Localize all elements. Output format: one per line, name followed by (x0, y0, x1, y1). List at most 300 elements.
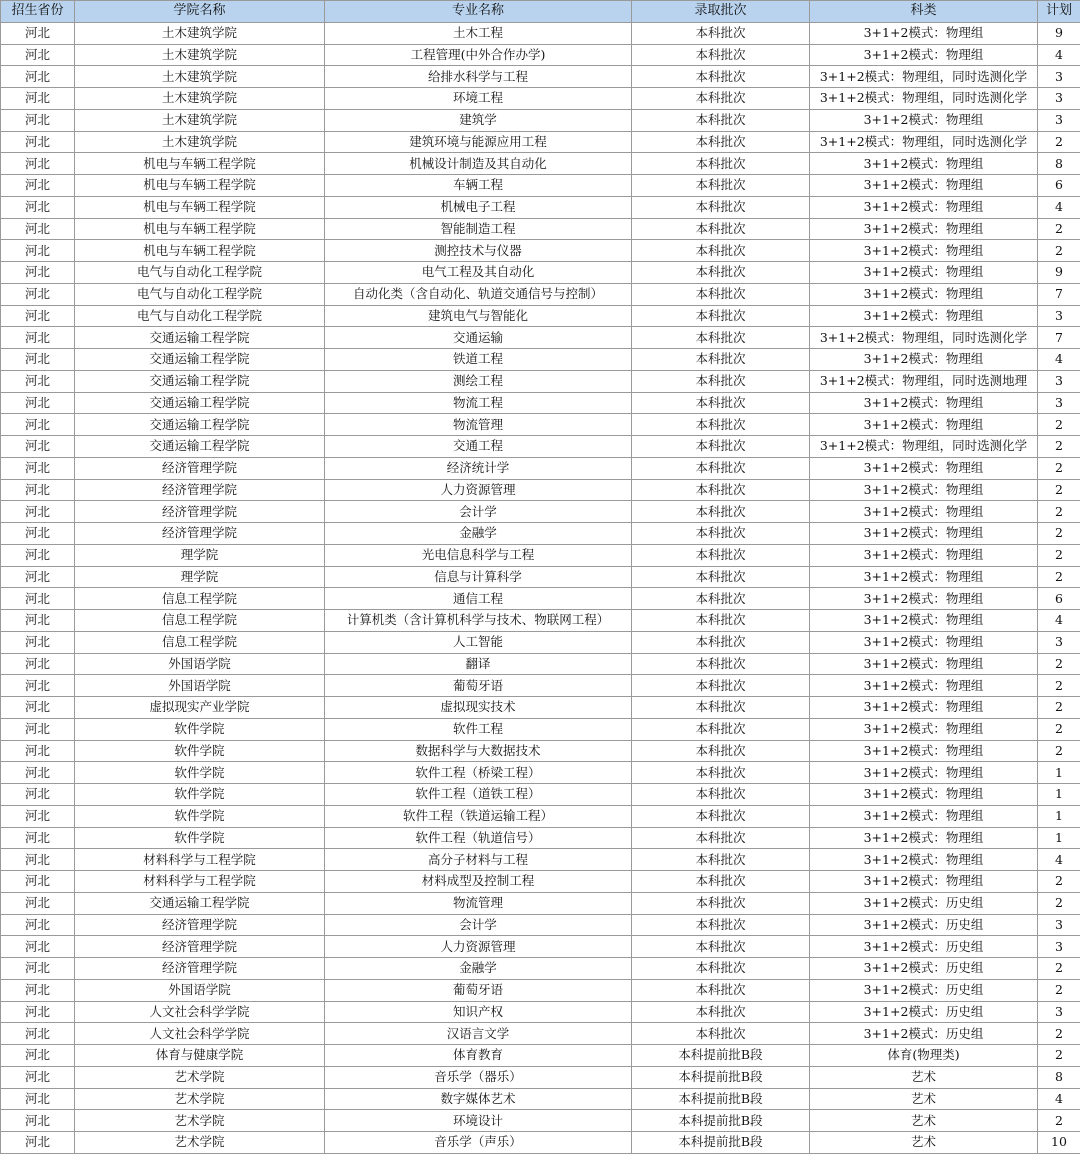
cell-batch: 本科批次 (632, 892, 810, 914)
cell-college: 材料科学与工程学院 (75, 871, 325, 893)
table-row (1, 262, 1080, 284)
table-row (1, 109, 1080, 131)
cell-major: 软件工程（铁道运输工程） (325, 805, 632, 827)
cell-major: 交通工程 (325, 436, 632, 458)
table-row (1, 631, 1080, 653)
cell-college: 经济管理学院 (75, 457, 325, 479)
cell-college: 经济管理学院 (75, 523, 325, 545)
cell-plan: 9 (1038, 262, 1080, 284)
cell-plan: 2 (1038, 566, 1080, 588)
cell-subject: 3+1+2模式：物理组 (810, 109, 1038, 131)
cell-major: 计算机类（含计算机科学与技术、物联网工程） (325, 610, 632, 632)
cell-batch: 本科批次 (632, 153, 810, 175)
cell-batch: 本科批次 (632, 718, 810, 740)
table-row (1, 436, 1080, 458)
table-row (1, 523, 1080, 545)
table-row (1, 88, 1080, 110)
cell-batch: 本科批次 (632, 1023, 810, 1045)
cell-plan: 2 (1038, 892, 1080, 914)
table-row (1, 501, 1080, 523)
table-row (1, 44, 1080, 66)
cell-plan: 6 (1038, 588, 1080, 610)
cell-major: 机械电子工程 (325, 196, 632, 218)
cell-subject: 3+1+2模式：历史组 (810, 914, 1038, 936)
cell-subject: 3+1+2模式：物理组 (810, 44, 1038, 66)
cell-major: 金融学 (325, 523, 632, 545)
cell-batch: 本科批次 (632, 109, 810, 131)
cell-batch: 本科批次 (632, 501, 810, 523)
cell-plan: 3 (1038, 109, 1080, 131)
table-row (1, 675, 1080, 697)
cell-major: 高分子材料与工程 (325, 849, 632, 871)
cell-college: 交通运输工程学院 (75, 414, 325, 436)
cell-major: 软件工程（道铁工程） (325, 784, 632, 806)
cell-major: 数字媒体艺术 (325, 1088, 632, 1110)
table-row (1, 349, 1080, 371)
cell-batch: 本科批次 (632, 131, 810, 153)
cell-plan: 1 (1038, 805, 1080, 827)
table-row (1, 22, 1080, 44)
cell-major: 建筑学 (325, 109, 632, 131)
cell-major: 工程管理(中外合作办学) (325, 44, 632, 66)
header-province: 招生省份 (1, 1, 75, 23)
cell-batch: 本科批次 (632, 653, 810, 675)
cell-batch: 本科批次 (632, 914, 810, 936)
cell-batch: 本科批次 (632, 740, 810, 762)
cell-plan: 2 (1038, 240, 1080, 262)
table-row (1, 610, 1080, 632)
cell-batch: 本科批次 (632, 349, 810, 371)
cell-subject: 3+1+2模式：物理组，同时选测化学 (810, 327, 1038, 349)
cell-batch: 本科批次 (632, 370, 810, 392)
cell-plan: 1 (1038, 784, 1080, 806)
cell-college: 交通运输工程学院 (75, 370, 325, 392)
table-row (1, 740, 1080, 762)
cell-province: 河北 (1, 762, 75, 784)
cell-batch: 本科批次 (632, 457, 810, 479)
cell-subject: 3+1+2模式：物理组 (810, 523, 1038, 545)
cell-subject: 3+1+2模式：物理组 (810, 610, 1038, 632)
cell-college: 经济管理学院 (75, 936, 325, 958)
cell-plan: 6 (1038, 175, 1080, 197)
cell-batch: 本科批次 (632, 936, 810, 958)
cell-plan: 2 (1038, 871, 1080, 893)
cell-major: 体育教育 (325, 1045, 632, 1067)
cell-college: 信息工程学院 (75, 588, 325, 610)
cell-subject: 3+1+2模式：物理组 (810, 718, 1038, 740)
cell-college: 经济管理学院 (75, 914, 325, 936)
cell-college: 外国语学院 (75, 979, 325, 1001)
cell-province: 河北 (1, 1045, 75, 1067)
cell-major: 通信工程 (325, 588, 632, 610)
cell-college: 土木建筑学院 (75, 44, 325, 66)
cell-major: 建筑环境与能源应用工程 (325, 131, 632, 153)
cell-major: 经济统计学 (325, 457, 632, 479)
cell-college: 软件学院 (75, 784, 325, 806)
cell-subject: 3+1+2模式：物理组 (810, 414, 1038, 436)
cell-plan: 3 (1038, 370, 1080, 392)
cell-college: 土木建筑学院 (75, 22, 325, 44)
cell-major: 自动化类（含自动化、轨道交通信号与控制） (325, 283, 632, 305)
cell-province: 河北 (1, 849, 75, 871)
cell-plan: 2 (1038, 653, 1080, 675)
cell-province: 河北 (1, 697, 75, 719)
table-row (1, 175, 1080, 197)
table-row (1, 1023, 1080, 1045)
cell-college: 经济管理学院 (75, 479, 325, 501)
cell-subject: 3+1+2模式：历史组 (810, 979, 1038, 1001)
cell-plan: 9 (1038, 22, 1080, 44)
cell-province: 河北 (1, 262, 75, 284)
table-row (1, 914, 1080, 936)
cell-province: 河北 (1, 1088, 75, 1110)
cell-province: 河北 (1, 610, 75, 632)
table-row (1, 805, 1080, 827)
table-row (1, 588, 1080, 610)
cell-province: 河北 (1, 675, 75, 697)
cell-province: 河北 (1, 218, 75, 240)
cell-batch: 本科批次 (632, 784, 810, 806)
cell-major: 会计学 (325, 914, 632, 936)
cell-plan: 1 (1038, 827, 1080, 849)
cell-plan: 3 (1038, 88, 1080, 110)
cell-college: 体育与健康学院 (75, 1045, 325, 1067)
cell-province: 河北 (1, 523, 75, 545)
cell-province: 河北 (1, 88, 75, 110)
cell-major: 给排水科学与工程 (325, 66, 632, 88)
cell-college: 交通运输工程学院 (75, 436, 325, 458)
cell-college: 人文社会科学学院 (75, 1001, 325, 1023)
cell-province: 河北 (1, 1001, 75, 1023)
cell-batch: 本科批次 (632, 240, 810, 262)
cell-subject: 3+1+2模式：物理组 (810, 653, 1038, 675)
table-row (1, 1001, 1080, 1023)
cell-subject: 3+1+2模式：物理组 (810, 762, 1038, 784)
cell-subject: 体育(物理类) (810, 1045, 1038, 1067)
header-subject: 科类 (810, 1, 1038, 23)
cell-province: 河北 (1, 892, 75, 914)
cell-plan: 2 (1038, 1023, 1080, 1045)
cell-major: 翻译 (325, 653, 632, 675)
cell-province: 河北 (1, 936, 75, 958)
cell-major: 软件工程（桥梁工程） (325, 762, 632, 784)
table-row (1, 283, 1080, 305)
cell-plan: 2 (1038, 414, 1080, 436)
cell-subject: 艺术 (810, 1132, 1038, 1154)
cell-major: 会计学 (325, 501, 632, 523)
cell-batch: 本科批次 (632, 805, 810, 827)
cell-college: 软件学院 (75, 805, 325, 827)
cell-batch: 本科批次 (632, 588, 810, 610)
cell-plan: 2 (1038, 1045, 1080, 1067)
cell-batch: 本科批次 (632, 262, 810, 284)
cell-province: 河北 (1, 740, 75, 762)
cell-college: 机电与车辆工程学院 (75, 240, 325, 262)
cell-subject: 3+1+2模式：物理组 (810, 196, 1038, 218)
cell-plan: 2 (1038, 958, 1080, 980)
cell-college: 艺术学院 (75, 1088, 325, 1110)
cell-college: 经济管理学院 (75, 501, 325, 523)
header-major: 专业名称 (325, 1, 632, 23)
cell-batch: 本科提前批B段 (632, 1110, 810, 1132)
cell-major: 葡萄牙语 (325, 675, 632, 697)
cell-college: 机电与车辆工程学院 (75, 196, 325, 218)
cell-batch: 本科批次 (632, 849, 810, 871)
cell-province: 河北 (1, 1110, 75, 1132)
cell-plan: 4 (1038, 44, 1080, 66)
cell-plan: 3 (1038, 631, 1080, 653)
cell-batch: 本科提前批B段 (632, 1045, 810, 1067)
cell-plan: 2 (1038, 1110, 1080, 1132)
cell-major: 光电信息科学与工程 (325, 544, 632, 566)
table-row (1, 131, 1080, 153)
cell-batch: 本科批次 (632, 44, 810, 66)
cell-subject: 3+1+2模式：物理组 (810, 175, 1038, 197)
cell-province: 河北 (1, 784, 75, 806)
cell-plan: 3 (1038, 1001, 1080, 1023)
cell-province: 河北 (1, 1132, 75, 1154)
cell-plan: 4 (1038, 349, 1080, 371)
cell-batch: 本科提前批B段 (632, 1132, 810, 1154)
cell-province: 河北 (1, 392, 75, 414)
cell-subject: 3+1+2模式：物理组 (810, 153, 1038, 175)
cell-college: 软件学院 (75, 718, 325, 740)
cell-province: 河北 (1, 196, 75, 218)
cell-major: 音乐学（器乐） (325, 1066, 632, 1088)
table-row (1, 958, 1080, 980)
cell-college: 艺术学院 (75, 1110, 325, 1132)
cell-province: 河北 (1, 457, 75, 479)
cell-subject: 艺术 (810, 1110, 1038, 1132)
cell-major: 葡萄牙语 (325, 979, 632, 1001)
cell-batch: 本科批次 (632, 631, 810, 653)
cell-plan: 3 (1038, 66, 1080, 88)
header-plan: 计划 (1038, 1, 1080, 23)
cell-subject: 3+1+2模式：物理组 (810, 827, 1038, 849)
cell-college: 虚拟现实产业学院 (75, 697, 325, 719)
cell-subject: 3+1+2模式：物理组 (810, 218, 1038, 240)
cell-college: 电气与自动化工程学院 (75, 305, 325, 327)
cell-major: 人力资源管理 (325, 936, 632, 958)
cell-batch: 本科批次 (632, 392, 810, 414)
cell-college: 交通运输工程学院 (75, 392, 325, 414)
cell-batch: 本科批次 (632, 283, 810, 305)
cell-batch: 本科批次 (632, 762, 810, 784)
cell-major: 虚拟现实技术 (325, 697, 632, 719)
cell-plan: 2 (1038, 544, 1080, 566)
cell-college: 软件学院 (75, 762, 325, 784)
cell-subject: 3+1+2模式：物理组，同时选测化学 (810, 66, 1038, 88)
cell-major: 汉语言文学 (325, 1023, 632, 1045)
cell-batch: 本科批次 (632, 675, 810, 697)
cell-batch: 本科批次 (632, 22, 810, 44)
cell-batch: 本科批次 (632, 871, 810, 893)
cell-major: 信息与计算科学 (325, 566, 632, 588)
cell-plan: 8 (1038, 1066, 1080, 1088)
cell-plan: 4 (1038, 849, 1080, 871)
table-row (1, 218, 1080, 240)
cell-major: 金融学 (325, 958, 632, 980)
cell-subject: 艺术 (810, 1066, 1038, 1088)
cell-subject: 3+1+2模式：物理组 (810, 262, 1038, 284)
cell-subject: 3+1+2模式：物理组 (810, 283, 1038, 305)
cell-college: 土木建筑学院 (75, 109, 325, 131)
cell-province: 河北 (1, 109, 75, 131)
table-row (1, 827, 1080, 849)
table-row (1, 66, 1080, 88)
cell-plan: 2 (1038, 218, 1080, 240)
table-row (1, 566, 1080, 588)
cell-batch: 本科批次 (632, 436, 810, 458)
cell-plan: 3 (1038, 392, 1080, 414)
cell-subject: 3+1+2模式：物理组 (810, 697, 1038, 719)
cell-subject: 3+1+2模式：物理组 (810, 544, 1038, 566)
cell-province: 河北 (1, 153, 75, 175)
cell-college: 机电与车辆工程学院 (75, 175, 325, 197)
cell-college: 人文社会科学学院 (75, 1023, 325, 1045)
cell-major: 软件工程（轨道信号） (325, 827, 632, 849)
cell-province: 河北 (1, 501, 75, 523)
cell-major: 交通运输 (325, 327, 632, 349)
cell-major: 土木工程 (325, 22, 632, 44)
cell-batch: 本科批次 (632, 958, 810, 980)
cell-plan: 2 (1038, 501, 1080, 523)
cell-province: 河北 (1, 805, 75, 827)
cell-major: 电气工程及其自动化 (325, 262, 632, 284)
cell-batch: 本科批次 (632, 414, 810, 436)
cell-plan: 2 (1038, 131, 1080, 153)
cell-plan: 1 (1038, 762, 1080, 784)
cell-major: 环境设计 (325, 1110, 632, 1132)
table-row (1, 544, 1080, 566)
cell-subject: 3+1+2模式：物理组 (810, 805, 1038, 827)
cell-college: 理学院 (75, 566, 325, 588)
cell-province: 河北 (1, 871, 75, 893)
cell-subject: 艺术 (810, 1088, 1038, 1110)
cell-major: 物流管理 (325, 414, 632, 436)
cell-subject: 3+1+2模式：物理组 (810, 240, 1038, 262)
cell-subject: 3+1+2模式：物理组，同时选测化学 (810, 436, 1038, 458)
cell-major: 建筑电气与智能化 (325, 305, 632, 327)
cell-plan: 2 (1038, 457, 1080, 479)
cell-plan: 2 (1038, 675, 1080, 697)
cell-subject: 3+1+2模式：物理组 (810, 871, 1038, 893)
cell-college: 外国语学院 (75, 653, 325, 675)
cell-major: 软件工程 (325, 718, 632, 740)
cell-batch: 本科批次 (632, 979, 810, 1001)
cell-major: 物流管理 (325, 892, 632, 914)
cell-college: 交通运输工程学院 (75, 327, 325, 349)
cell-province: 河北 (1, 566, 75, 588)
table-row (1, 240, 1080, 262)
cell-major: 物流工程 (325, 392, 632, 414)
table-row (1, 305, 1080, 327)
cell-batch: 本科批次 (632, 827, 810, 849)
cell-batch: 本科批次 (632, 218, 810, 240)
cell-batch: 本科批次 (632, 697, 810, 719)
cell-batch: 本科批次 (632, 305, 810, 327)
table-row (1, 1066, 1080, 1088)
cell-college: 外国语学院 (75, 675, 325, 697)
cell-batch: 本科批次 (632, 196, 810, 218)
table-row (1, 327, 1080, 349)
cell-college: 电气与自动化工程学院 (75, 283, 325, 305)
cell-province: 河北 (1, 240, 75, 262)
table-row (1, 871, 1080, 893)
cell-college: 土木建筑学院 (75, 131, 325, 153)
cell-major: 智能制造工程 (325, 218, 632, 240)
cell-province: 河北 (1, 22, 75, 44)
cell-province: 河北 (1, 44, 75, 66)
cell-batch: 本科批次 (632, 610, 810, 632)
cell-college: 经济管理学院 (75, 958, 325, 980)
table-row (1, 196, 1080, 218)
table-row (1, 849, 1080, 871)
cell-province: 河北 (1, 979, 75, 1001)
cell-province: 河北 (1, 718, 75, 740)
cell-subject: 3+1+2模式：物理组 (810, 392, 1038, 414)
table-row (1, 653, 1080, 675)
cell-college: 软件学院 (75, 827, 325, 849)
cell-major: 测绘工程 (325, 370, 632, 392)
cell-province: 河北 (1, 283, 75, 305)
cell-college: 信息工程学院 (75, 610, 325, 632)
cell-plan: 4 (1038, 196, 1080, 218)
table-row (1, 153, 1080, 175)
cell-plan: 2 (1038, 740, 1080, 762)
cell-college: 艺术学院 (75, 1066, 325, 1088)
cell-batch: 本科批次 (632, 327, 810, 349)
header-college: 学院名称 (75, 1, 325, 23)
table-row (1, 892, 1080, 914)
cell-plan: 4 (1038, 1088, 1080, 1110)
cell-college: 材料科学与工程学院 (75, 849, 325, 871)
header-row (1, 1, 1080, 23)
cell-plan: 8 (1038, 153, 1080, 175)
cell-plan: 2 (1038, 718, 1080, 740)
cell-subject: 3+1+2模式：物理组 (810, 784, 1038, 806)
cell-plan: 10 (1038, 1132, 1080, 1154)
cell-major: 环境工程 (325, 88, 632, 110)
cell-province: 河北 (1, 349, 75, 371)
table-row (1, 762, 1080, 784)
cell-college: 交通运输工程学院 (75, 892, 325, 914)
cell-subject: 3+1+2模式：物理组 (810, 740, 1038, 762)
cell-subject: 3+1+2模式：物理组 (810, 675, 1038, 697)
table-row (1, 392, 1080, 414)
cell-college: 土木建筑学院 (75, 66, 325, 88)
table-row (1, 414, 1080, 436)
table-row (1, 479, 1080, 501)
table-row (1, 697, 1080, 719)
cell-major: 人力资源管理 (325, 479, 632, 501)
cell-college: 信息工程学院 (75, 631, 325, 653)
cell-college: 交通运输工程学院 (75, 349, 325, 371)
cell-subject: 3+1+2模式：历史组 (810, 892, 1038, 914)
cell-major: 材料成型及控制工程 (325, 871, 632, 893)
cell-subject: 3+1+2模式：物理组，同时选测化学 (810, 88, 1038, 110)
cell-major: 铁道工程 (325, 349, 632, 371)
cell-batch: 本科批次 (632, 566, 810, 588)
cell-plan: 3 (1038, 305, 1080, 327)
cell-plan: 7 (1038, 327, 1080, 349)
cell-subject: 3+1+2模式：物理组 (810, 479, 1038, 501)
table-row (1, 457, 1080, 479)
cell-batch: 本科批次 (632, 544, 810, 566)
cell-province: 河北 (1, 436, 75, 458)
cell-subject: 3+1+2模式：历史组 (810, 1001, 1038, 1023)
cell-province: 河北 (1, 631, 75, 653)
